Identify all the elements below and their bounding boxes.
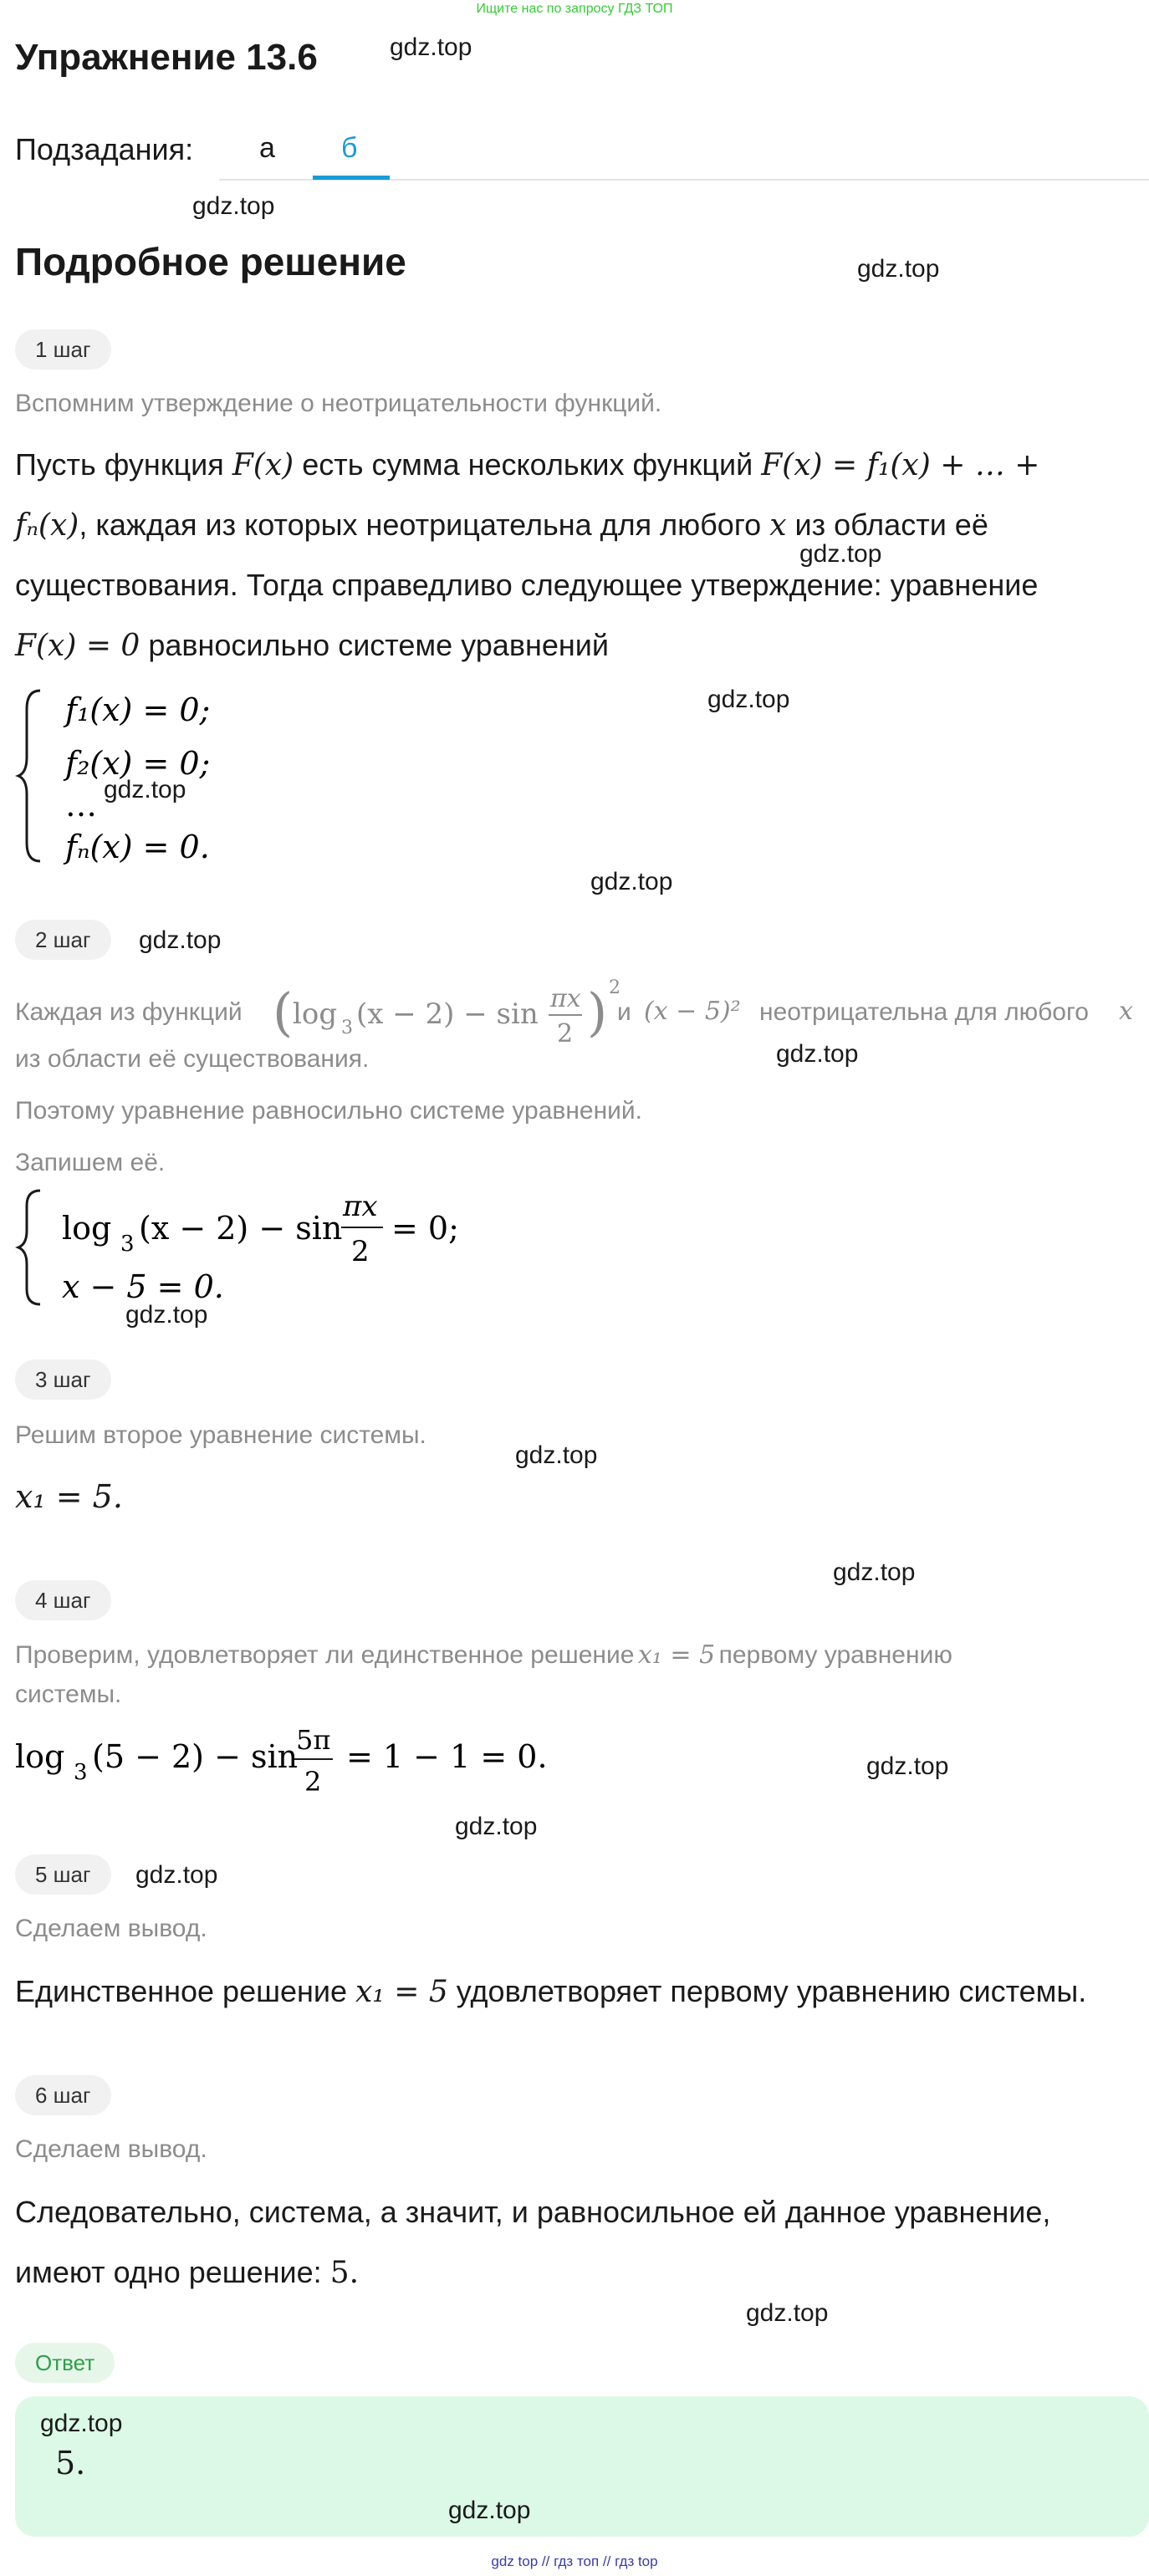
watermark: gdz.top: [515, 1441, 598, 1469]
step-text: fₙ(x), каждая из которых неотрицательна для любого x из области её: [15, 508, 988, 543]
step-hint: Вспомним утверждение о неотрицательности функций.: [15, 390, 662, 417]
svg-text:(: (: [273, 982, 294, 1043]
watermark: gdz.top: [40, 2410, 123, 2437]
answer-badge: Ответ: [15, 2343, 115, 2383]
watermark: gdz.top: [135, 1861, 218, 1889]
svg-text:log: log: [293, 997, 338, 1031]
svg-text:2: 2: [557, 1019, 574, 1048]
top-banner[interactable]: Ищите нас по запросу ГДЗ ТОП: [476, 2, 673, 16]
step-badge: 2 шаг: [15, 920, 111, 960]
step-hint: Сделаем вывод.: [15, 2135, 207, 2163]
step-badge: 1 шаг: [15, 329, 111, 370]
svg-text:(5 − 2) − sin: (5 − 2) − sin: [92, 1738, 299, 1775]
watermark: gdz.top: [192, 192, 275, 220]
system-row: fₙ(x) = 0.: [65, 829, 210, 865]
system-of-equations-2: [15, 1184, 517, 1309]
exercise-title: Упражнение 13.6: [15, 37, 318, 78]
step-text: Следовательно, система, а значит, и равносильное ей данное уравнение,: [15, 2195, 1051, 2229]
check-formula: [15, 1719, 600, 1811]
watermark: gdz.top: [455, 1813, 538, 1840]
step-hint: Решим второе уравнение системы.: [15, 1421, 426, 1449]
subtasks-row: [15, 117, 1149, 181]
step-hint: Запишем её.: [15, 1149, 166, 1176]
watermark: gdz.top: [799, 540, 882, 568]
svg-text:5π: 5π: [296, 1724, 331, 1756]
step-text: Пусть функция F(x) есть сумма нескольких функций F(x) = f₁(x) + … +: [15, 447, 1040, 482]
svg-text:(x − 2) − sin: (x − 2) − sin: [139, 1210, 343, 1247]
check-result: = 1 − 1 = 0.: [346, 1738, 548, 1775]
watermark: gdz.top: [857, 255, 940, 283]
svg-text:log: log: [15, 1738, 65, 1775]
system-row: x − 5 = 0.: [62, 1268, 224, 1305]
step-hint: Сделаем вывод.: [15, 1915, 207, 1942]
svg-text:πx: πx: [550, 984, 581, 1013]
svg-text:πx: πx: [343, 1190, 378, 1223]
step-hint: Проверим, удовлетворяет ли единственное решение x₁ = 5 первому уравнению: [15, 1640, 952, 1670]
subtasks-label: Подзадания:: [15, 132, 194, 166]
subtasks-tabbar: [219, 117, 1149, 181]
svg-text:(x − 2) − sin: (x − 2) − sin: [356, 997, 539, 1031]
watermark: gdz.top: [390, 33, 472, 61]
svg-text:log: log: [62, 1210, 112, 1247]
system-row: f₁(x) = 0;: [65, 691, 211, 728]
svg-text:2: 2: [609, 977, 620, 998]
svg-text:3: 3: [120, 1232, 135, 1257]
answer-value: 5.: [55, 2445, 86, 2482]
watermark: gdz.top: [125, 1301, 208, 1329]
svg-text:3: 3: [74, 1760, 88, 1785]
watermark: gdz.top: [104, 776, 186, 803]
step-hint: системы.: [15, 1681, 122, 1708]
tab-b[interactable]: б: [341, 132, 358, 164]
step-hint: Поэтому уравнение равносильно системе уравнений.: [15, 1097, 643, 1125]
watermark: gdz.top: [139, 926, 222, 954]
solution-title: Подробное решение: [15, 240, 406, 283]
svg-text:2: 2: [351, 1235, 370, 1268]
active-tab-indicator: [313, 176, 390, 180]
watermark: gdz.top: [590, 868, 673, 895]
answer-box: [15, 2396, 1149, 2537]
log-sin-squared-formula: [273, 970, 624, 1053]
watermark: gdz.top: [707, 686, 790, 713]
svg-text:3: 3: [341, 1018, 353, 1038]
watermark: gdz.top: [448, 2497, 531, 2524]
svg-text:= 0;: = 0;: [391, 1210, 459, 1247]
step-text: F(x) = 0 равносильно системе уравнений: [15, 628, 609, 663]
step-text: Единственное решение x₁ = 5 удовлетворяет первому уравнению системы.: [15, 1974, 1087, 2009]
svg-text:2: 2: [304, 1766, 322, 1798]
step-badge: 6 шаг: [15, 2075, 111, 2115]
step-hint-with-formula: Каждая из функций ( log 3 (x − 2) − sin πx 2 ) 2 и (x − 5)² неотрицательна для любого x: [15, 970, 1149, 1053]
step-text: имеют одно решение: 5.: [15, 2255, 360, 2290]
step-result: x₁ = 5.: [15, 1478, 123, 1515]
step-text: существования. Тогда справедливо следующее утверждение: уравнение: [15, 568, 1039, 602]
watermark: gdz.top: [866, 1752, 949, 1780]
step-badge: 4 шаг: [15, 1580, 111, 1620]
tab-a[interactable]: а: [259, 132, 275, 164]
system-row: …: [65, 787, 97, 824]
watermark: gdz.top: [746, 2299, 829, 2327]
step-badge: 3 шаг: [15, 1359, 111, 1400]
footer-watermark[interactable]: gdz top // гдз топ // гдз top: [491, 2553, 658, 2569]
watermark: gdz.top: [776, 1040, 859, 1068]
watermark: gdz.top: [833, 1558, 916, 1586]
step-hint: из области её существования.: [15, 1045, 370, 1073]
system-row: f₂(x) = 0;: [65, 745, 211, 782]
svg-text:): ): [587, 982, 608, 1043]
step-badge: 5 шаг: [15, 1854, 111, 1895]
